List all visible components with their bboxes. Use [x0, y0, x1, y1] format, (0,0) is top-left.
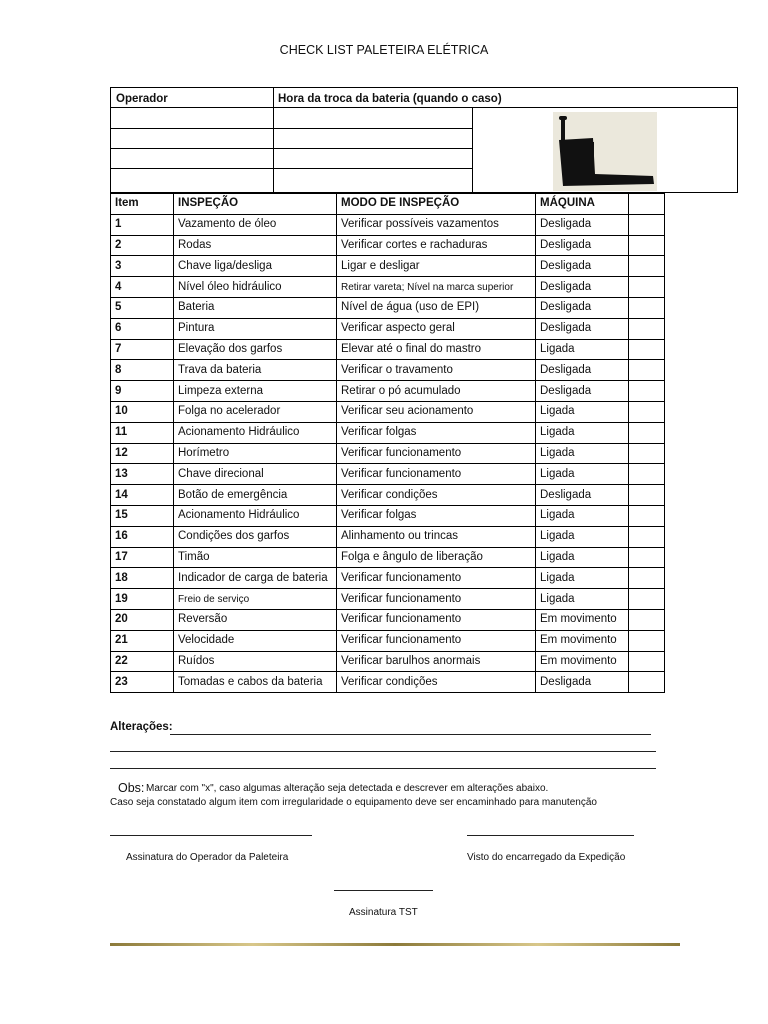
troca-field-3[interactable]: [274, 149, 471, 167]
row-modo-inspecao: Verificar condições: [337, 672, 536, 693]
checklist-table: [110, 193, 665, 693]
row-check-cell[interactable]: [629, 277, 665, 298]
row-check-cell[interactable]: [629, 318, 665, 339]
row-check-cell[interactable]: [629, 505, 665, 526]
row-check-cell[interactable]: [629, 339, 665, 360]
row-modo-inspecao: Retirar o pó acumulado: [337, 381, 536, 402]
row-inspecao: Freio de serviço: [174, 589, 337, 610]
row-maquina-state: Desligada: [536, 214, 629, 235]
signature-line-encarregado[interactable]: [467, 835, 634, 836]
row-modo-inspecao: Verificar cortes e rachaduras: [337, 235, 536, 256]
operador-label: Operador: [116, 93, 168, 105]
row-modo-inspecao: Verificar seu acionamento: [337, 401, 536, 422]
row-check-cell[interactable]: [629, 568, 665, 589]
table-row: [111, 256, 665, 277]
row-item-number: 3: [111, 256, 174, 277]
row-maquina-state: Ligada: [536, 422, 629, 443]
row-maquina-state: Desligada: [536, 360, 629, 381]
row-check-cell[interactable]: [629, 360, 665, 381]
decorative-footer-rule: [110, 943, 680, 946]
row-modo-inspecao: Verificar funcionamento: [337, 589, 536, 610]
row-item-number: 21: [111, 630, 174, 651]
row-inspecao: Acionamento Hidráulico: [174, 422, 337, 443]
row-modo-inspecao: Alinhamento ou trincas: [337, 526, 536, 547]
obs-prefix: Obs:: [118, 781, 145, 795]
column-header-maquina: MÁQUINA: [536, 194, 629, 215]
row-maquina-state: Ligada: [536, 526, 629, 547]
row-item-number: 14: [111, 485, 174, 506]
row-item-number: 6: [111, 318, 174, 339]
row-inspecao: Timão: [174, 547, 337, 568]
row-maquina-state: Desligada: [536, 256, 629, 277]
row-inspecao: Botão de emergência: [174, 485, 337, 506]
row-item-number: 2: [111, 235, 174, 256]
troca-bateria-label: Hora da troca da bateria (quando o caso): [278, 93, 502, 105]
row-item-number: 17: [111, 547, 174, 568]
signature-line-tst[interactable]: [334, 890, 433, 891]
row-check-cell[interactable]: [629, 589, 665, 610]
row-check-cell[interactable]: [629, 630, 665, 651]
table-row: [111, 464, 665, 485]
alteracoes-line-3[interactable]: [110, 768, 656, 769]
row-item-number: 20: [111, 609, 174, 630]
row-inspecao: Pintura: [174, 318, 337, 339]
row-inspecao: Trava da bateria: [174, 360, 337, 381]
row-inspecao: Ruídos: [174, 651, 337, 672]
row-modo-inspecao: Verificar funcionamento: [337, 609, 536, 630]
row-modo-inspecao: Verificar condições: [337, 485, 536, 506]
signature-label-encarregado: Visto do encarregado da Expedição: [467, 852, 626, 863]
row-item-number: 1: [111, 214, 174, 235]
row-item-number: 5: [111, 297, 174, 318]
row-modo-inspecao: Verificar funcionamento: [337, 464, 536, 485]
row-check-cell[interactable]: [629, 422, 665, 443]
row-inspecao: Condições dos garfos: [174, 526, 337, 547]
row-check-cell[interactable]: [629, 214, 665, 235]
table-row: [111, 485, 665, 506]
row-maquina-state: Ligada: [536, 547, 629, 568]
table-row: [111, 589, 665, 610]
row-item-number: 22: [111, 651, 174, 672]
operador-field-3[interactable]: [112, 149, 272, 167]
table-row: [111, 526, 665, 547]
row-inspecao: Bateria: [174, 297, 337, 318]
row-modo-inspecao: Nível de água (uso de EPI): [337, 297, 536, 318]
row-item-number: 11: [111, 422, 174, 443]
row-maquina-state: Ligada: [536, 568, 629, 589]
row-check-cell[interactable]: [629, 609, 665, 630]
operator-header-block: [110, 87, 738, 193]
table-row: [111, 235, 665, 256]
row-check-cell[interactable]: [629, 547, 665, 568]
table-row: [111, 672, 665, 693]
row-maquina-state: Desligada: [536, 485, 629, 506]
row-inspecao: Acionamento Hidráulico: [174, 505, 337, 526]
row-maquina-state: Ligada: [536, 401, 629, 422]
row-item-number: 18: [111, 568, 174, 589]
row-item-number: 9: [111, 381, 174, 402]
alteracoes-line-2[interactable]: [110, 751, 656, 752]
table-row: [111, 318, 665, 339]
row-inspecao: Nível óleo hidráulico: [174, 277, 337, 298]
row-check-cell[interactable]: [629, 235, 665, 256]
row-inspecao: Rodas: [174, 235, 337, 256]
document-title: CHECK LIST PALETEIRA ELÉTRICA: [279, 43, 489, 57]
table-row: [111, 651, 665, 672]
column-header-check: [629, 194, 665, 215]
row-check-cell[interactable]: [629, 443, 665, 464]
row-check-cell[interactable]: [629, 651, 665, 672]
row-modo-inspecao: Verificar funcionamento: [337, 630, 536, 651]
row-maquina-state: Desligada: [536, 318, 629, 339]
alteracoes-line-1[interactable]: [170, 734, 651, 735]
row-inspecao: Reversão: [174, 609, 337, 630]
column-header-inspecao: INSPEÇÃO: [174, 194, 337, 215]
row-inspecao: Chave liga/desliga: [174, 256, 337, 277]
row-item-number: 16: [111, 526, 174, 547]
row-modo-inspecao: Retirar vareta; Nível na marca superior: [337, 277, 536, 298]
table-row: [111, 214, 665, 235]
table-row: [111, 443, 665, 464]
row-inspecao: Horímetro: [174, 443, 337, 464]
alteracoes-label: Alterações:: [110, 721, 173, 733]
row-check-cell[interactable]: [629, 256, 665, 277]
row-item-number: 7: [111, 339, 174, 360]
row-check-cell[interactable]: [629, 381, 665, 402]
row-modo-inspecao: Verificar folgas: [337, 505, 536, 526]
row-maquina-state: Ligada: [536, 505, 629, 526]
table-row: [111, 339, 665, 360]
row-maquina-state: Em movimento: [536, 630, 629, 651]
row-modo-inspecao: Verificar barulhos anormais: [337, 651, 536, 672]
column-header-item: Item: [111, 194, 174, 215]
troca-field-1[interactable]: [274, 108, 471, 127]
operador-field-4[interactable]: [112, 169, 272, 192]
row-maquina-state: Desligada: [536, 381, 629, 402]
row-item-number: 8: [111, 360, 174, 381]
table-row: [111, 422, 665, 443]
operador-field-1[interactable]: [112, 108, 272, 127]
row-maquina-state: Ligada: [536, 464, 629, 485]
row-modo-inspecao: Verificar aspecto geral: [337, 318, 536, 339]
row-inspecao: Velocidade: [174, 630, 337, 651]
row-modo-inspecao: Verificar funcionamento: [337, 443, 536, 464]
table-row: [111, 568, 665, 589]
row-modo-inspecao: Verificar o travamento: [337, 360, 536, 381]
row-check-cell[interactable]: [629, 672, 665, 693]
row-maquina-state: Ligada: [536, 339, 629, 360]
row-check-cell[interactable]: [629, 526, 665, 547]
row-item-number: 4: [111, 277, 174, 298]
operador-field-2[interactable]: [112, 129, 272, 147]
row-maquina-state: Desligada: [536, 277, 629, 298]
row-item-number: 12: [111, 443, 174, 464]
row-inspecao: Tomadas e cabos da bateria: [174, 672, 337, 693]
row-maquina-state: Ligada: [536, 443, 629, 464]
row-modo-inspecao: Verificar folgas: [337, 422, 536, 443]
row-item-number: 19: [111, 589, 174, 610]
row-inspecao: Limpeza externa: [174, 381, 337, 402]
table-row: [111, 630, 665, 651]
row-maquina-state: Ligada: [536, 589, 629, 610]
row-check-cell[interactable]: [629, 401, 665, 422]
row-inspecao: Folga no acelerador: [174, 401, 337, 422]
row-modo-inspecao: Verificar possíveis vazamentos: [337, 214, 536, 235]
table-row: [111, 277, 665, 298]
row-check-cell[interactable]: [629, 464, 665, 485]
signature-line-operador[interactable]: [110, 835, 312, 836]
row-modo-inspecao: Ligar e desligar: [337, 256, 536, 277]
row-modo-inspecao: Verificar funcionamento: [337, 568, 536, 589]
row-maquina-state: Em movimento: [536, 609, 629, 630]
signature-label-operador: Assinatura do Operador da Paleteira: [126, 852, 289, 863]
row-inspecao: Chave direcional: [174, 464, 337, 485]
table-row: [111, 401, 665, 422]
table-row: [111, 547, 665, 568]
row-maquina-state: Desligada: [536, 235, 629, 256]
pallet-truck-icon: [553, 112, 657, 191]
row-check-cell[interactable]: [629, 485, 665, 506]
troca-field-2[interactable]: [274, 129, 471, 147]
row-maquina-state: Desligada: [536, 672, 629, 693]
table-row: [111, 381, 665, 402]
row-item-number: 13: [111, 464, 174, 485]
row-modo-inspecao: Folga e ângulo de liberação: [337, 547, 536, 568]
row-maquina-state: Em movimento: [536, 651, 629, 672]
row-item-number: 10: [111, 401, 174, 422]
table-header-row: [111, 194, 665, 215]
table-row: [111, 609, 665, 630]
obs-line-2: Caso seja constatado algum item com irregularidade o equipamento deve ser encaminhado para manutenção: [110, 797, 597, 808]
table-row: [111, 360, 665, 381]
row-inspecao: Indicador de carga de bateria: [174, 568, 337, 589]
row-inspecao: Elevação dos garfos: [174, 339, 337, 360]
signature-label-tst: Assinatura TST: [349, 907, 418, 918]
table-row: [111, 297, 665, 318]
row-inspecao: Vazamento de óleo: [174, 214, 337, 235]
table-row: [111, 505, 665, 526]
row-check-cell[interactable]: [629, 297, 665, 318]
obs-line-1: Marcar com "x", caso algumas alteração seja detectada e descrever em alterações abaixo.: [146, 783, 549, 794]
row-item-number: 23: [111, 672, 174, 693]
column-header-modo: MODO DE INSPEÇÃO: [337, 194, 536, 215]
troca-field-4[interactable]: [274, 169, 471, 192]
row-modo-inspecao: Elevar até o final do mastro: [337, 339, 536, 360]
row-maquina-state: Desligada: [536, 297, 629, 318]
row-item-number: 15: [111, 505, 174, 526]
